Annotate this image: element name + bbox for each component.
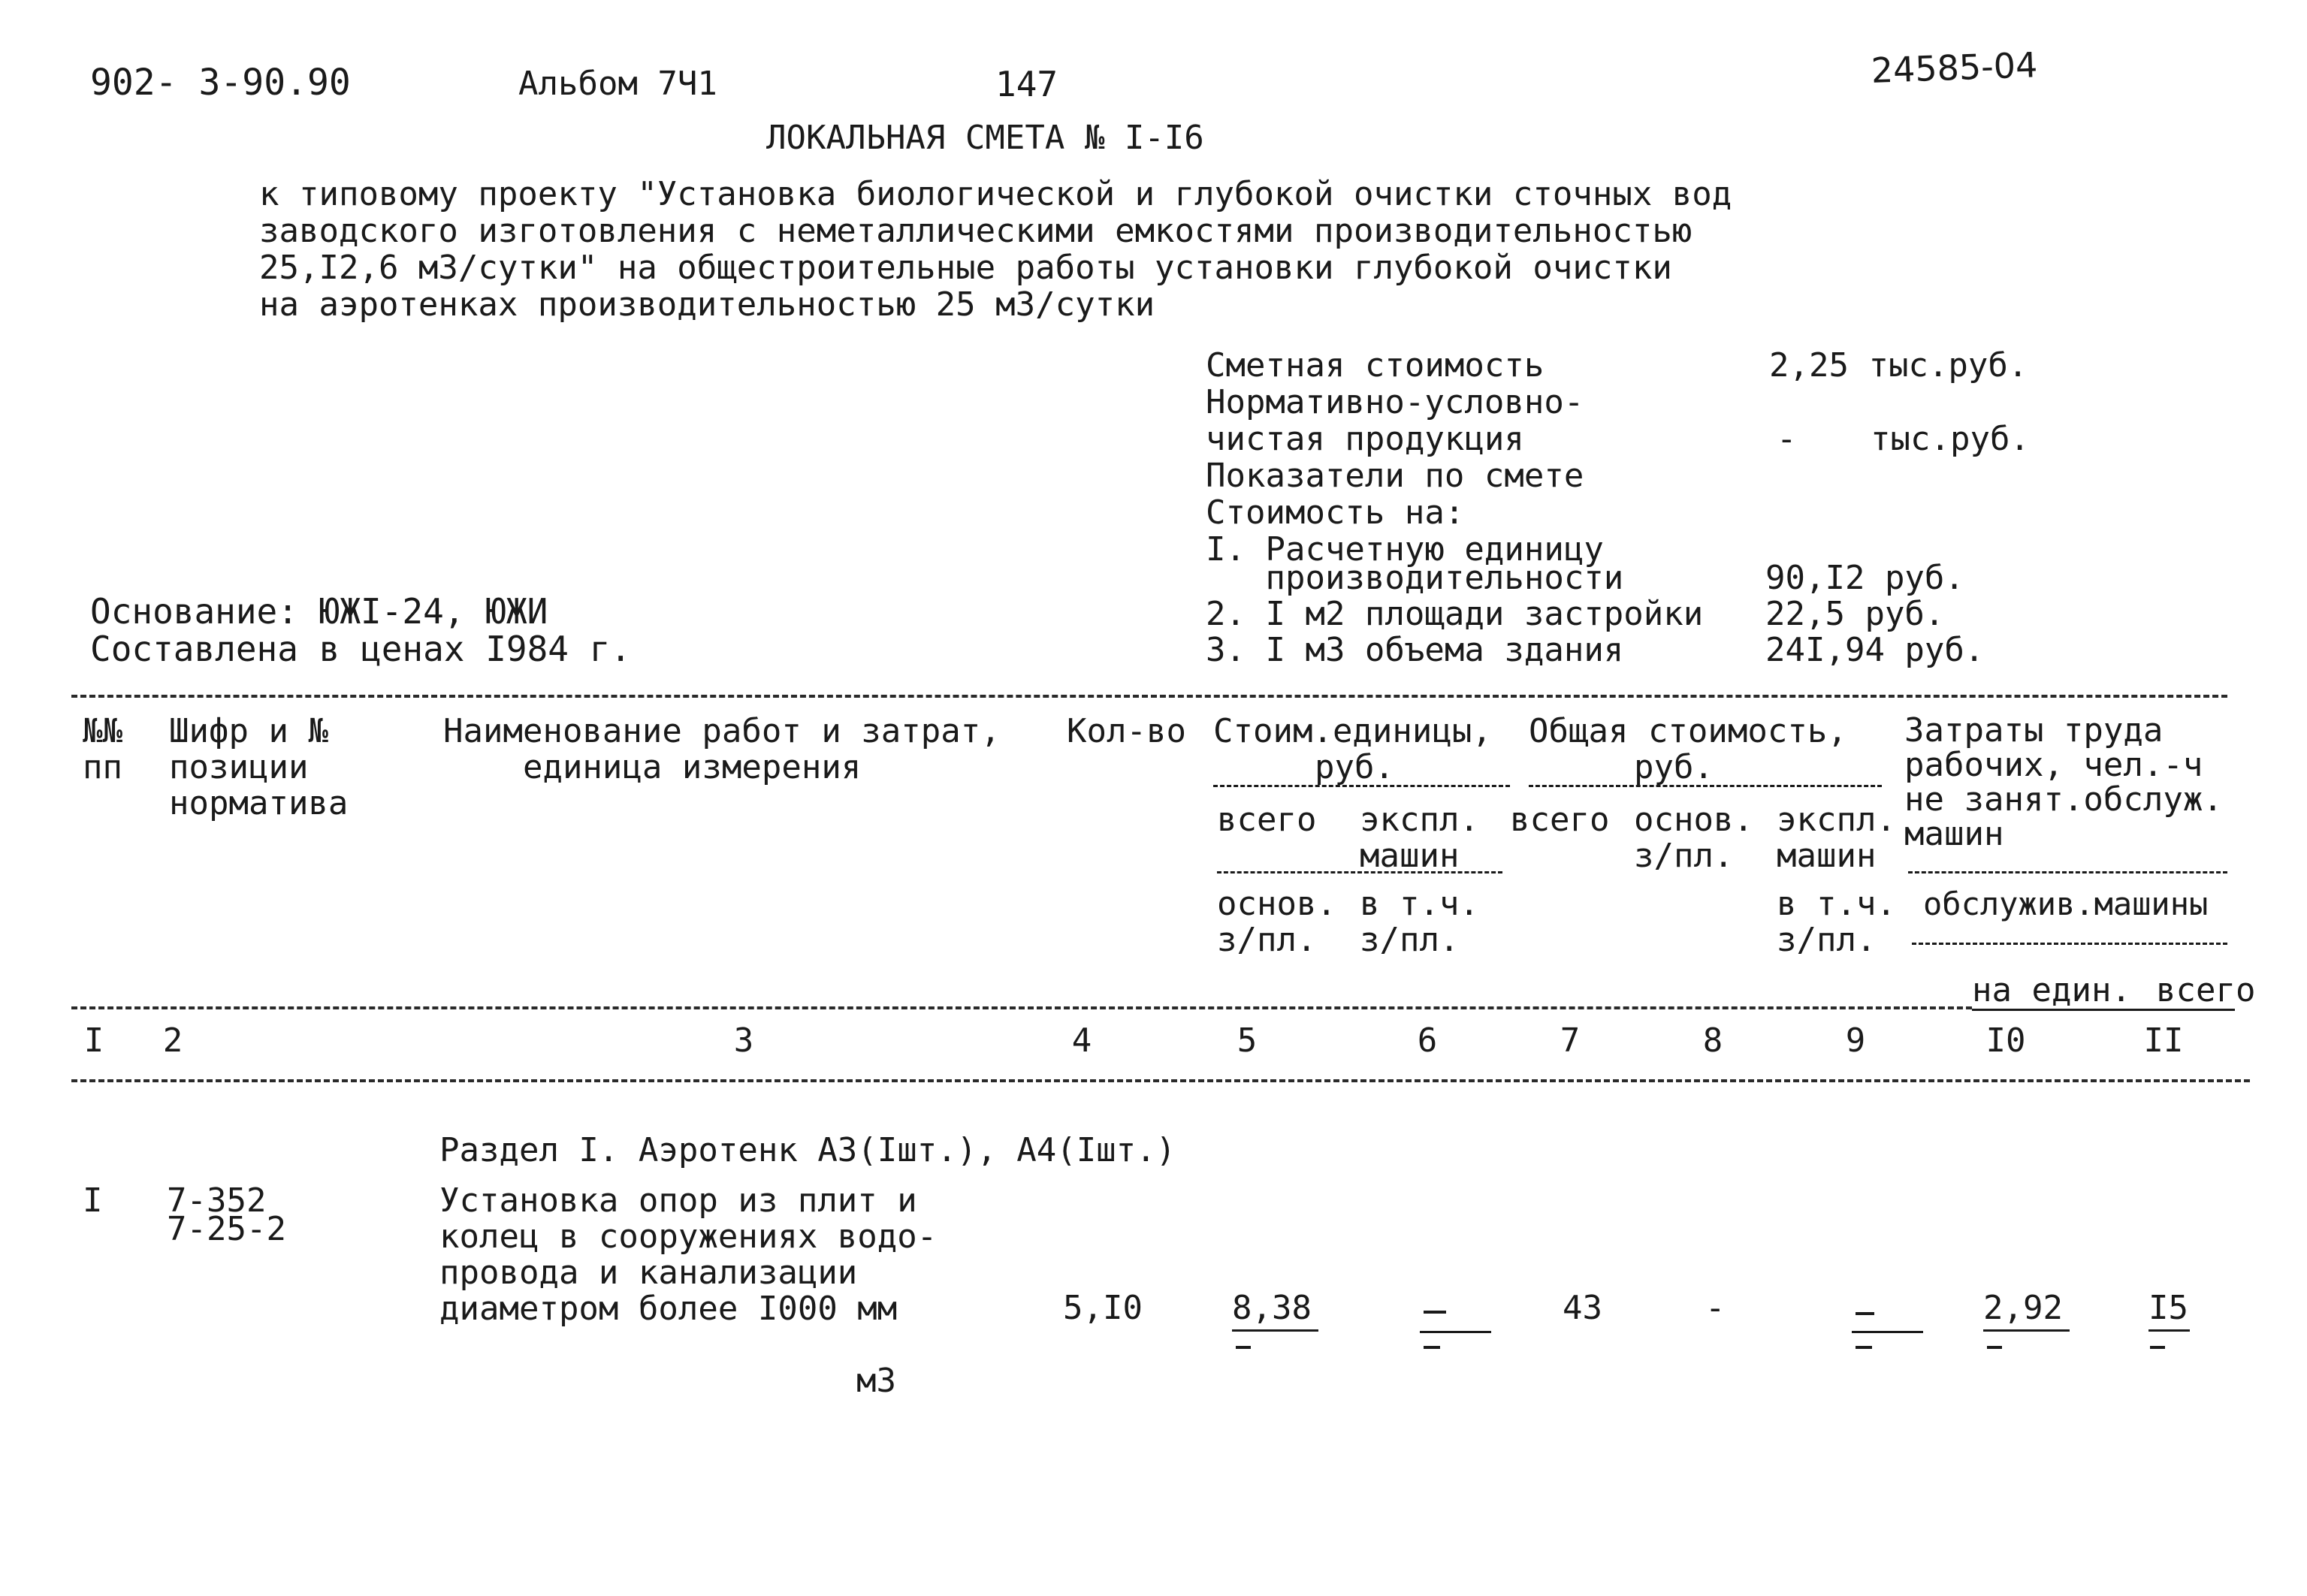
colnum: I — [83, 1021, 104, 1060]
labor-rule — [1908, 871, 2227, 873]
row-unit: м3 — [856, 1362, 896, 1400]
vsego-rule — [1217, 871, 1502, 873]
indicator-2-label: 2. I м2 площади застройки — [1206, 595, 1704, 633]
indicator-3-label: 3. I м3 объема здания — [1206, 631, 1624, 669]
album-number: Альбом 7Ч1 — [518, 65, 717, 103]
nucp-label: Нормативно-условно- — [1206, 383, 1584, 421]
table-top-rule — [71, 695, 2227, 698]
colnum: 9 — [1845, 1021, 1866, 1060]
underline-mark — [1856, 1346, 1872, 1349]
nucp-label: чистая продукция — [1206, 420, 1524, 458]
indicator-2-value: 22,5 руб. — [1765, 595, 1945, 633]
prices-line: Составлена в ценах I984 г. — [90, 629, 632, 669]
row-unit-cost: 8,38 — [1232, 1289, 1312, 1327]
colnum: 2 — [162, 1021, 183, 1060]
header-incl-wage: в т.ч. з/пл. — [1360, 885, 1479, 959]
underline-mark — [1236, 1346, 1251, 1349]
nucp-value-dash: - — [1777, 420, 1797, 458]
nucp-value-unit: тыс.руб. — [1871, 420, 2030, 458]
subtitle-line: на аэротенках производительностью 25 м3/сутки — [259, 285, 1155, 324]
row-labor-total: I5 — [2148, 1289, 2188, 1327]
header-total-cost: Общая стоимость, — [1529, 712, 1847, 750]
total-cost-rule — [1529, 785, 1882, 787]
row-total-cost: 43 — [1563, 1289, 1602, 1327]
row-total-base-wage: - — [1705, 1289, 1726, 1327]
colnum: II — [2143, 1021, 2184, 1060]
underline — [1420, 1331, 1491, 1333]
row-code: 7-352 — [167, 1181, 267, 1220]
header-service-machines: обслужив.машины — [1923, 885, 2209, 922]
header-per-unit: на един. — [1972, 971, 2131, 1009]
header-unit-cost: Стоим.единицы, — [1213, 712, 1492, 750]
subtitle-line: 25,I2,6 м3/сутки" на общестроительные работы установки глубокой очистки — [259, 249, 1672, 287]
row-code: 7-25-2 — [167, 1210, 286, 1248]
underline-mark — [1987, 1346, 2002, 1349]
section-title: Раздел I. Аэротенк А3(Iшт.), А4(Iшт.) — [439, 1131, 1176, 1169]
basis-line: Основание: ЮЖI-24, ЮЖИ — [90, 591, 548, 632]
cost-value: 2,25 тыс.руб. — [1769, 346, 2028, 385]
page-title: ЛОКАЛЬНАЯ СМЕТА № I-I6 — [766, 119, 1204, 157]
header-qty: Кол-во — [1067, 712, 1186, 750]
row-unit-machines — [1424, 1277, 1444, 1313]
underline — [1232, 1329, 1318, 1332]
row-total-machines — [1856, 1277, 1876, 1313]
row-name: Установка опор из плит и колец в сооружениях водо- провода и канализации диаметром более I000 мм — [439, 1181, 938, 1328]
underline — [1983, 1329, 2070, 1332]
header-base-wage: основ. з/пл. — [1634, 801, 1753, 875]
header-num: №№ пп — [83, 712, 122, 786]
row-labor-per-unit: 2,92 — [1983, 1289, 2063, 1327]
colnum: 6 — [1417, 1021, 1438, 1060]
header-incl-wage-total: в т.ч. з/пл. — [1777, 885, 1896, 959]
colnum: 4 — [1071, 1021, 1092, 1060]
indicator-1-value: 90,I2 руб. — [1765, 559, 1964, 597]
header-expl-machines-total: экспл. машин — [1777, 801, 1896, 875]
header-unit-cost-rub: руб. — [1315, 748, 1394, 786]
underline — [1852, 1331, 1923, 1333]
header-expl-machines: экспл. машин — [1360, 801, 1479, 875]
unit-cost-rule — [1213, 785, 1510, 787]
underline — [2148, 1329, 2190, 1332]
indicator-1-label: производительности — [1206, 559, 1624, 597]
subtitle-line: заводского изготовления с неметаллическими емкостями производительностью — [259, 212, 1693, 250]
indicators-label: Показатели по смете — [1206, 457, 1584, 495]
header-code: Шифр и № позиции норматива — [169, 712, 349, 822]
indicator-3-value: 24I,94 руб. — [1765, 631, 1985, 669]
page-number: 147 — [995, 64, 1058, 104]
colnum: 7 — [1560, 1021, 1581, 1060]
stamp-number: 24585-04 — [1870, 44, 2039, 91]
per-unit-rule — [1972, 1009, 2235, 1011]
header-base-wage-unit: основ. з/пл. — [1217, 885, 1336, 959]
header-total-cost-rub: руб. — [1634, 748, 1714, 786]
cost-on-label: Стоимость на: — [1206, 493, 1465, 532]
underline-mark — [2150, 1346, 2165, 1349]
header-bottom-rule — [71, 1006, 1972, 1009]
underline-mark — [1424, 1346, 1440, 1349]
document-code: 902- 3-90.90 — [90, 62, 351, 104]
cost-label: Сметная стоимость — [1206, 346, 1545, 385]
row-qty: 5,I0 — [1063, 1289, 1143, 1327]
column-numbers-rule — [71, 1079, 2250, 1082]
service-rule — [1912, 943, 2227, 945]
header-vsego: всего — [1217, 801, 1317, 839]
colnum: 3 — [733, 1021, 754, 1060]
colnum: I0 — [1985, 1021, 2026, 1060]
header-vsego-total: всего — [1510, 801, 1610, 839]
header-labor: Затраты труда рабочих, чел.-ч не занят.обслуж. машин — [1904, 711, 2223, 853]
colnum: 5 — [1237, 1021, 1258, 1060]
indicator-1-label: I. Расчетную единицу — [1206, 530, 1604, 569]
header-name: Наименование работ и затрат, единица измерения — [443, 712, 1001, 786]
colnum: 8 — [1702, 1021, 1723, 1060]
subtitle-line: к типовому проекту "Установка биологической и глубокой очистки сточных вод — [259, 175, 1732, 213]
header-labor-total: всего — [2156, 971, 2256, 1009]
row-number: I — [83, 1181, 103, 1220]
